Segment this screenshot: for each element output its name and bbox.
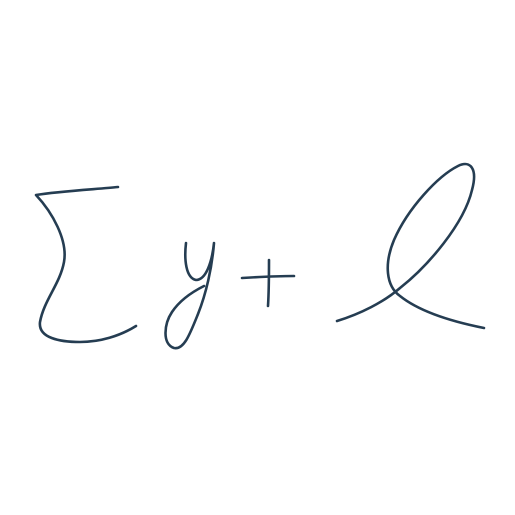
l-symbol [337, 164, 484, 328]
sigma-symbol [36, 187, 136, 342]
plus-vertical [268, 260, 269, 306]
handwritten-expression [36, 164, 484, 348]
y-symbol [166, 243, 215, 348]
